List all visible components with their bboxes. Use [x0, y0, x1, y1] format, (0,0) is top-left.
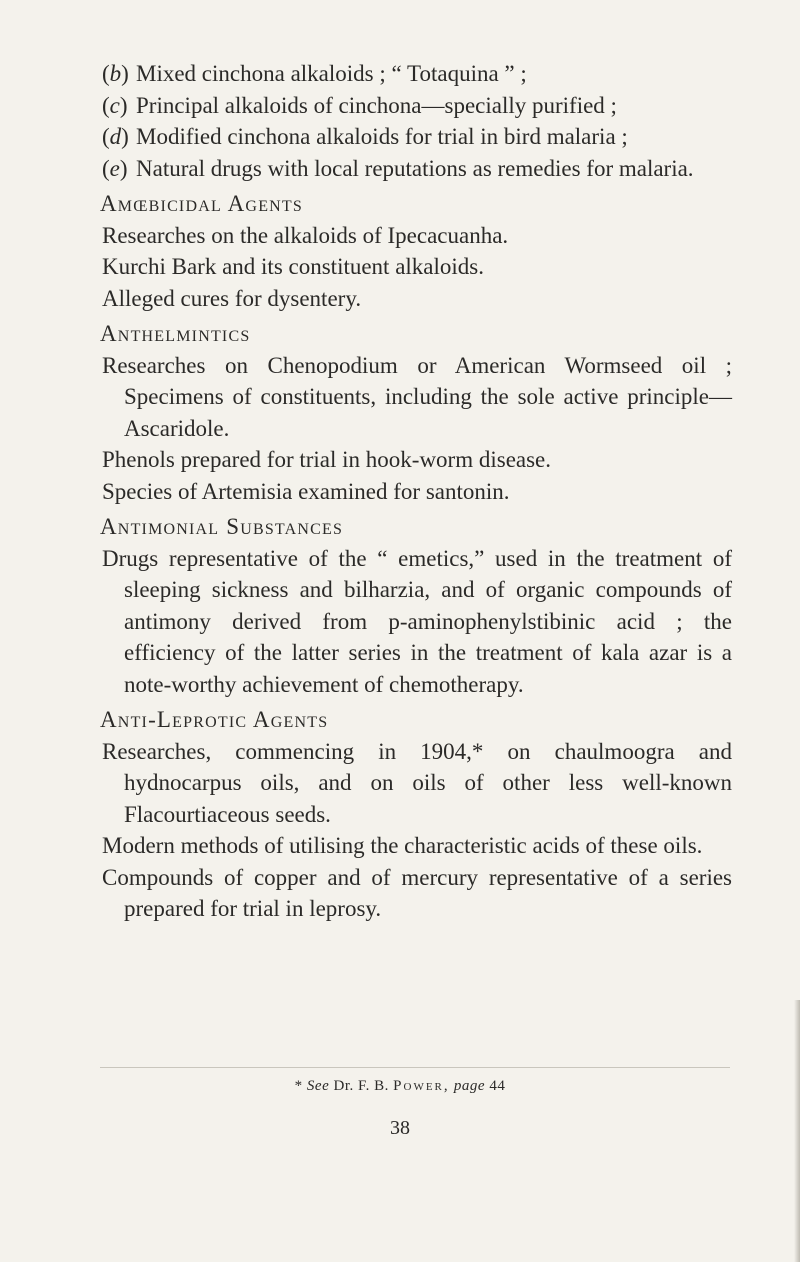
item-letter: (b) [102, 61, 129, 86]
cinchona-list [102, 58, 732, 184]
entry: Modern methods of utilising the characteristic acids of these oils. [102, 833, 703, 858]
footnote-name: Power, [393, 1078, 450, 1094]
entry: Compounds of copper and of mercury representative of a series prepared for trial in leprosy. [102, 864, 732, 921]
footnote-page-number: 44 [489, 1078, 506, 1094]
item-text: Mixed cinchona alkaloids ; “ Totaquina ” ; [136, 61, 527, 86]
item-letter: (d) [102, 124, 129, 149]
section-heading-antimonial: Antimonial Substances [100, 514, 344, 539]
entry: Researches on Chenopodium or American Wormseed oil ; Specimens of constituents, including the sole active principle—Ascaridole. [102, 352, 732, 441]
section-heading-anthelmintics: Anthelmintics [100, 321, 251, 346]
footnote-name-prefix: Dr. F. B. [333, 1078, 389, 1094]
item-letter: (c) [102, 92, 128, 118]
footnote-page-label: page [453, 1078, 486, 1094]
page-number: 38 [390, 1117, 410, 1139]
entry: Drugs representative of the “ emetics,” used in the treatment of sleeping sickness and bilharzia, and of organic compounds of antimony derived from p-aminophenylstibinic acid ; the efficiency of the latter series in the treatment of kala azar is a note-worthy achievement of chemotherapy. [102, 545, 732, 697]
section-heading-amoebicidal: Amœbicidal Agents [100, 191, 303, 216]
entry: Researches on the alkaloids of Ipecacuanha. [102, 222, 509, 248]
entry: Phenols prepared for trial in hook-worm disease. [102, 447, 552, 472]
footnote-rule [100, 1067, 730, 1068]
footnote [0, 1078, 800, 1095]
section-heading-anti-leprotic: Anti-Leprotic Agents [100, 707, 329, 732]
entry: Kurchi Bark and its constituent alkaloids. [102, 254, 484, 279]
entry: Researches, commencing in 1904,* on chaulmoogra and hydnocarpus oils, and on oils of other less well-known Flacourtiaceous seeds. [102, 738, 732, 827]
footnote-marker: * [294, 1078, 303, 1094]
footnote-see: See [306, 1078, 330, 1094]
entry: Alleged cures for dysentery. [102, 285, 362, 311]
item-letter: (e) [102, 155, 128, 181]
page-edge-shadow [794, 1000, 800, 1262]
item-text: Natural drugs with local reputations as remedies for malaria. [136, 155, 694, 181]
list-item-e [102, 153, 732, 185]
list-item-d [102, 121, 732, 153]
item-text: Modified cinchona alkaloids for trial in bird malaria ; [136, 124, 628, 149]
list-item-c [102, 90, 732, 122]
list-item-b [102, 58, 732, 90]
item-text: Principal alkaloids of cinchona—specially purified ; [136, 92, 617, 118]
entry: Species of Artemisia examined for santonin. [102, 478, 510, 504]
main-text [102, 58, 732, 925]
